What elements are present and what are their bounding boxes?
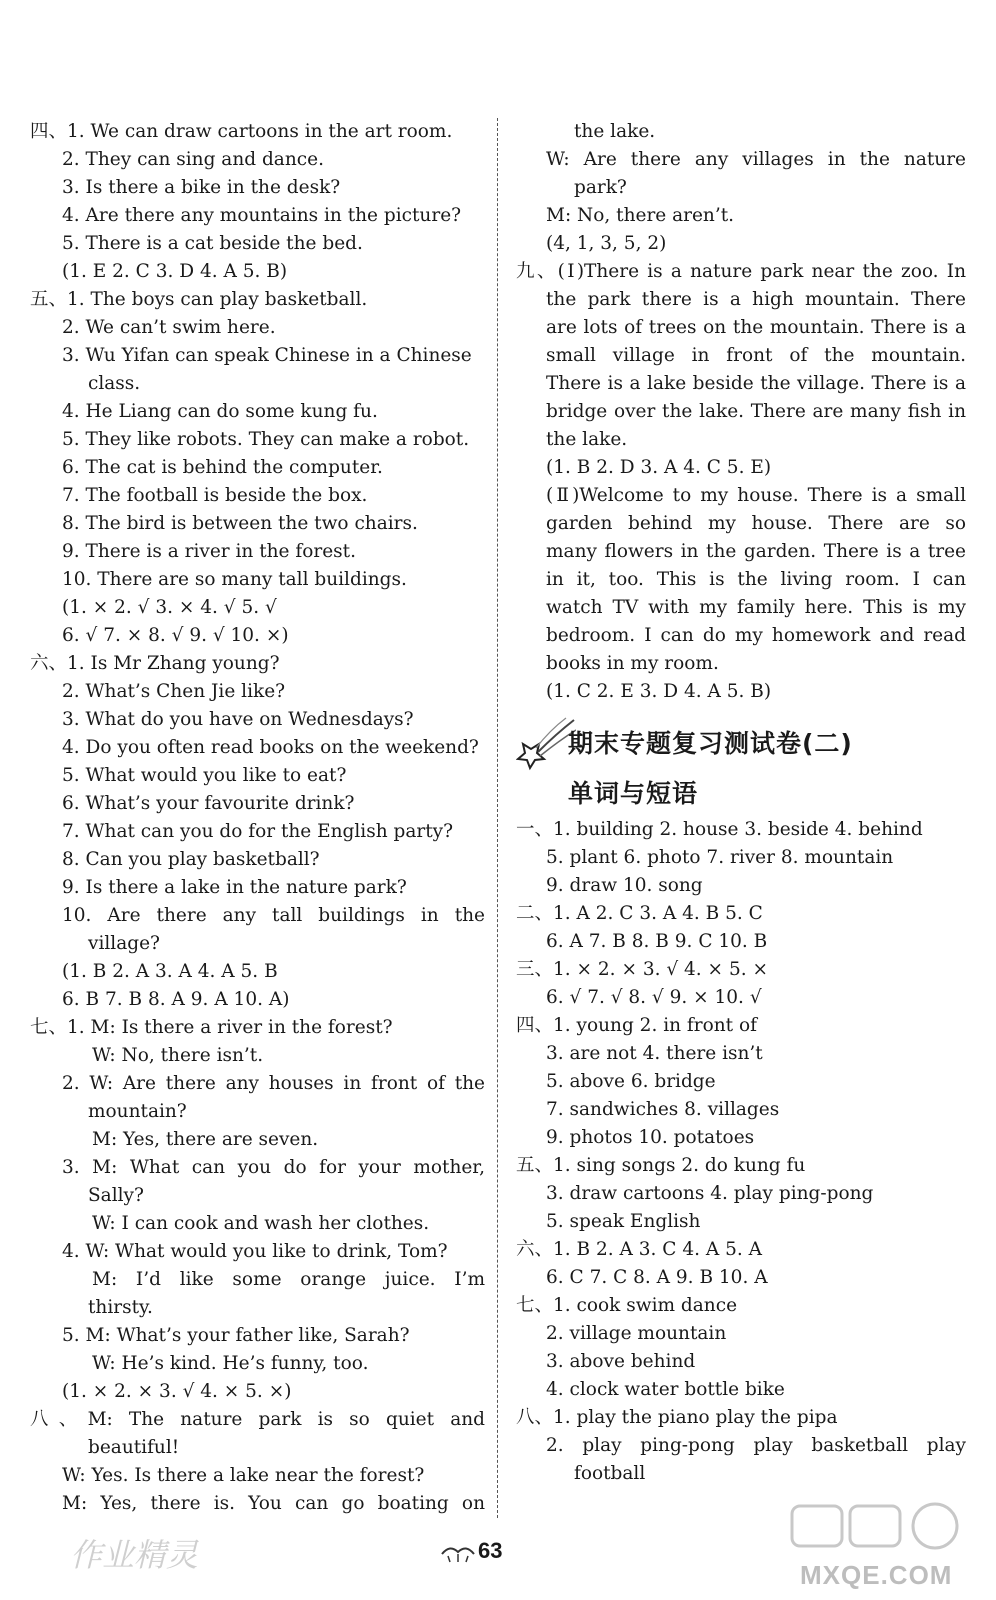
answer-line: 7. sandwiches 8. villages [546,1099,780,1120]
right-column [516,118,966,1488]
answer-line: 5. There is a cat beside the bed. [62,233,363,254]
answer-line: football [574,1463,646,1484]
answer-line: 6. A 7. B 8. B 9. C 10. B [546,931,768,952]
answer-line: the park there is a high mountain. There [546,289,966,310]
page-footer [0,1530,996,1590]
answer-line: 2. W: Are there any houses in front of the [62,1073,485,1094]
answer-line: (Ⅱ)Welcome to my house. There is a small [546,485,966,506]
answer-line: 10. There are so many tall buildings. [62,569,407,590]
answer-line: 3. Is there a bike in the desk? [62,177,341,198]
page-number: 63 [478,1538,503,1563]
answer-line: (1. B 2. A 3. A 4. A 5. B [62,961,278,982]
answer-line: W: Yes. Is there a lake near the forest? [62,1465,425,1486]
answer-line: 2. They can sing and dance. [62,149,324,170]
answer-line: 五、1. The boys can play basketball. [30,289,368,310]
answer-line: are lots of trees on the mountain. There is a [546,317,966,338]
section-subtitle: 单词与短语 [568,779,699,808]
answer-line: 三、1. × 2. × 3. √ 4. × 5. × [516,959,768,980]
watermark-right: MXQE.COM [800,1560,953,1590]
answer-line: 9. draw 10. song [546,875,703,896]
answer-line: the lake. [546,429,628,450]
answer-line: the lake. [574,121,656,142]
answer-line: small village in front of the mountain. [546,345,966,366]
answer-line: 6. The cat is behind the computer. [62,457,383,478]
answer-line: 4. Do you often read books on the weekend? [62,737,479,758]
answer-line: books in my room. [546,653,719,674]
answer-line: (1. C 2. E 3. D 4. A 5. B) [546,681,772,702]
answer-line: bridge over the lake. There are many fish in [546,401,966,422]
answer-line: 4. clock water bottle bike [546,1379,785,1400]
answer-line: 5. M: What’s your father like, Sarah? [62,1325,410,1346]
answer-line: 3. are not 4. there isn’t [546,1043,763,1064]
answer-line: 5. above 6. bridge [546,1071,716,1092]
answer-line: W: Are there any villages in the nature [546,149,966,170]
shooting-star-icon [516,716,576,786]
answer-line: 2. We can’t swim here. [62,317,276,338]
answer-line: M: Yes, there is. You can go boating on [62,1493,485,1514]
answer-line: 7. What can you do for the English party? [62,821,454,842]
answer-line: (4, 1, 3, 5, 2) [546,233,667,254]
answer-line: 5. What would you like to eat? [62,765,347,786]
answer-line: 3. above behind [546,1351,696,1372]
answer-line: class. [88,373,141,394]
answer-line: 8. The bird is between the two chairs. [62,513,418,534]
answer-line: W: I can cook and wash her clothes. [92,1213,430,1234]
answer-line: park? [574,177,627,198]
answer-line: 5. plant 6. photo 7. river 8. mountain [546,847,894,868]
section-title: 期末专题复习测试卷(二) [568,729,853,758]
answer-line: 9. Is there a lake in the nature park? [62,877,407,898]
answer-line: M: No, there aren’t. [546,205,735,226]
answer-line: 3. M: What can you do for your mother, [62,1157,485,1178]
answer-line: village? [88,933,160,954]
answer-line: 3. draw cartoons 4. play ping-pong [546,1183,874,1204]
answer-line: (1. B 2. D 3. A 4. C 5. E) [546,457,772,478]
answer-line: 6. B 7. B 8. A 9. A 10. A) [62,989,290,1010]
answer-line: 2. play ping-pong play basketball play [546,1435,966,1456]
answer-line: 四、1. young 2. in front of [516,1015,757,1036]
answer-line: 六、1. B 2. A 3. C 4. A 5. A [516,1239,763,1260]
answer-line: 2. village mountain [546,1323,727,1344]
answer-line: 6. C 7. C 8. A 9. B 10. A [546,1267,768,1288]
answer-line: 4. Are there any mountains in the picture? [62,205,462,226]
answer-line: thirsty. [88,1297,153,1318]
answer-line: 一、1. building 2. house 3. beside 4. behind [516,819,923,840]
answer-line: 7. The football is beside the box. [62,485,368,506]
answer-line: 5. speak English [546,1211,701,1232]
answer-line: 6. √ 7. × 8. √ 9. √ 10. ×) [62,625,289,646]
answer-line: 七、1. M: Is there a river in the forest? [30,1017,393,1038]
answer-line: W: He’s kind. He’s funny, too. [92,1353,369,1374]
answer-line: M: I’d like some orange juice. I’m [92,1269,485,1290]
answer-line: 10. Are there any tall buildings in the [62,905,485,926]
answer-line: 五、1. sing songs 2. do kung fu [516,1155,806,1176]
answer-line: in it, too. This is the living room. I can [546,569,966,590]
answer-line: 8. Can you play basketball? [62,849,320,870]
answer-line: 九、(Ⅰ)There is a nature park near the zoo. In [516,261,966,282]
answer-line: Sally? [88,1185,144,1206]
answer-line: watch TV with my family here. This is my [546,597,966,618]
answer-line: 2. What’s Chen Jie like? [62,681,286,702]
answer-line: many flowers in the garden. There is a tree [546,541,966,562]
leaf-ornament-icon [440,1540,476,1564]
answer-line: (1. × 2. √ 3. × 4. √ 5. √ [62,597,277,618]
answer-line: 八、1. play the piano play the pipa [516,1407,838,1428]
answer-line: 9. photos 10. potatoes [546,1127,755,1148]
answer-line: 七、1. cook swim dance [516,1295,738,1316]
left-column [30,118,485,1518]
answer-line: 六、1. Is Mr Zhang young? [30,653,280,674]
answer-line: 9. There is a river in the forest. [62,541,356,562]
answer-line: 3. Wu Yifan can speak Chinese in a Chinese [62,345,472,366]
answer-line: mountain? [88,1101,187,1122]
answer-line: There is a lake beside the village. There is a [546,373,966,394]
answer-line: 四、1. We can draw cartoons in the art room. [30,121,453,142]
answer-line: (1. E 2. C 3. D 4. A 5. B) [62,261,288,282]
answer-line: 6. √ 7. √ 8. √ 9. × 10. √ [546,987,762,1008]
column-divider [497,118,498,1518]
right-column-answers-top [516,118,966,706]
watermark-left: 作业精灵 [70,1536,199,1574]
answer-line: 八、M: The nature park is so quiet and [30,1409,485,1430]
answer-line: beautiful! [88,1437,180,1458]
answer-line: 4. He Liang can do some kung fu. [62,401,378,422]
answer-line: W: No, there isn’t. [92,1045,264,1066]
answer-line: 4. W: What would you like to drink, Tom? [62,1241,448,1262]
answer-line: (1. × 2. × 3. √ 4. × 5. ×) [62,1381,292,1402]
answer-line: M: Yes, there are seven. [92,1129,319,1150]
answer-line: 6. What’s your favourite drink? [62,793,355,814]
answer-line: 二、1. A 2. C 3. A 4. B 5. C [516,903,763,924]
answer-line: 5. They like robots. They can make a robot. [62,429,470,450]
section-header [516,706,966,816]
answer-line: 3. What do you have on Wednesdays? [62,709,414,730]
answer-line: garden behind my house. There are so [546,513,966,534]
right-column-answers-bottom [516,816,966,1488]
answer-line: bedroom. I can do my homework and read [546,625,966,646]
